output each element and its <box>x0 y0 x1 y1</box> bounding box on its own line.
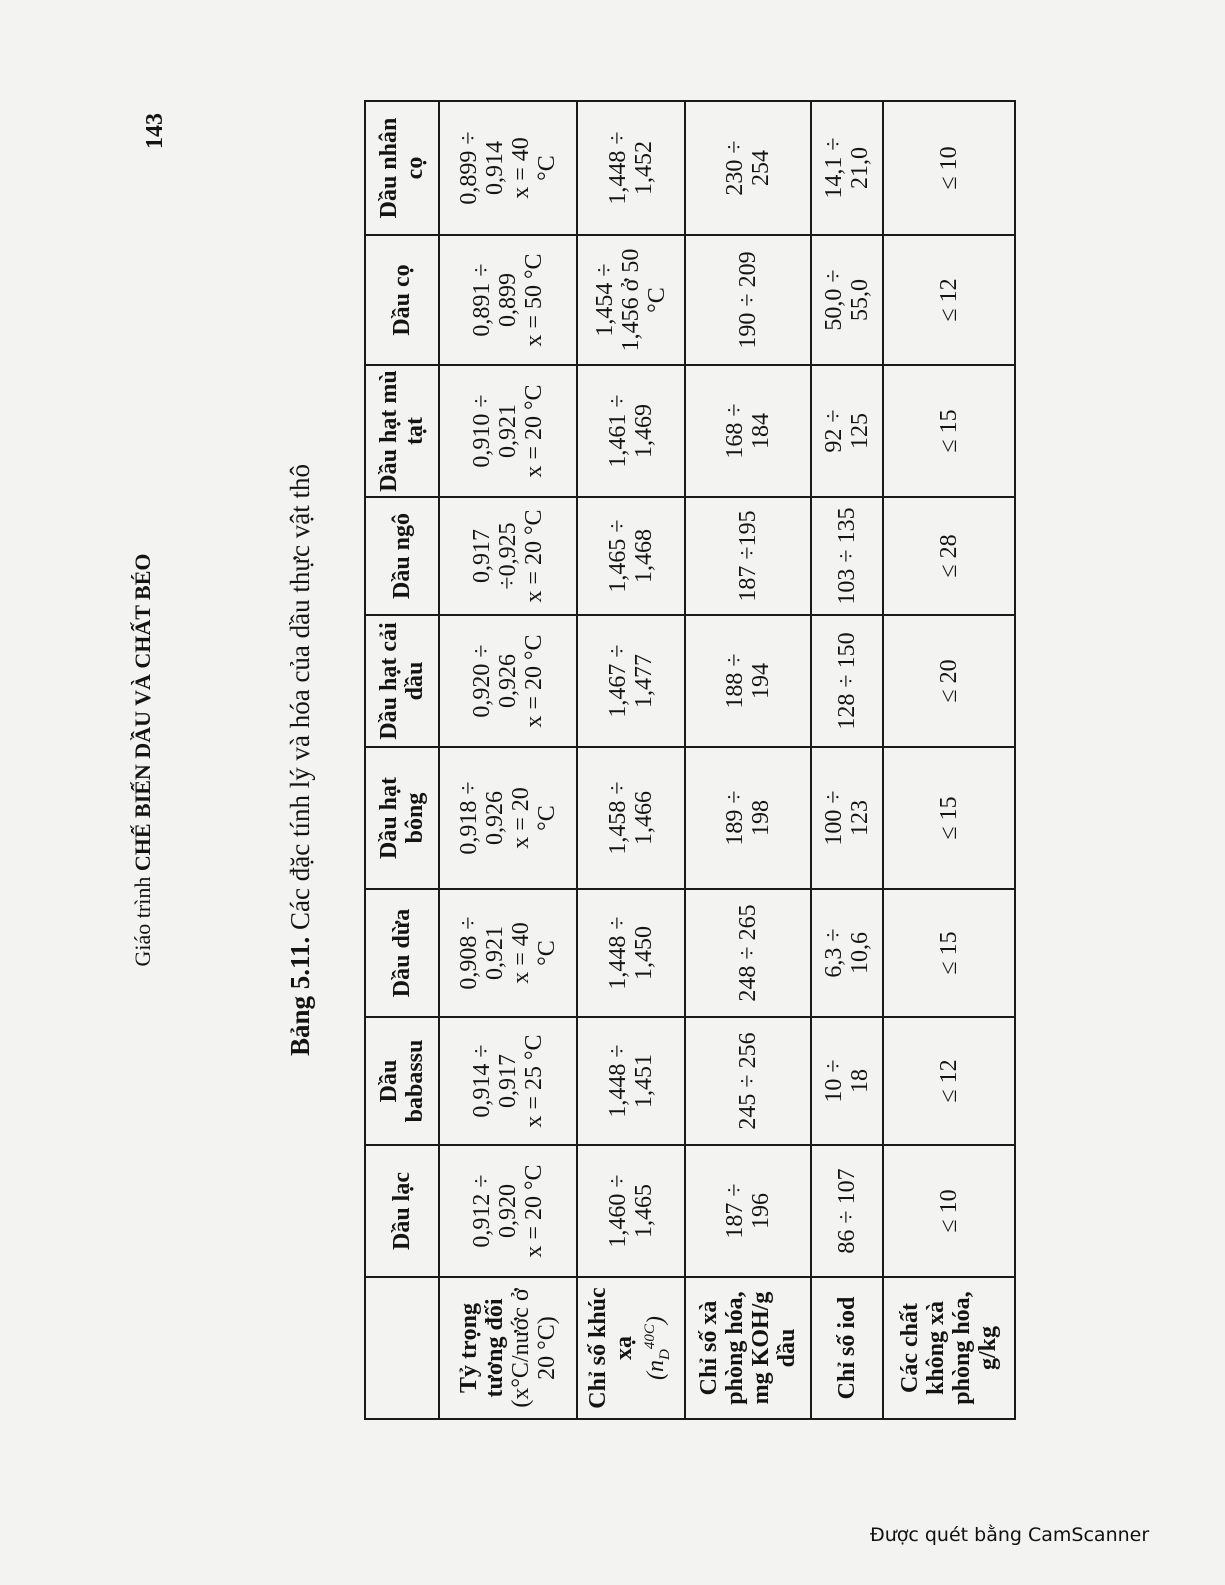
rotated-page <box>112 85 1112 1435</box>
table-cell: 188 ÷ 194 <box>685 615 811 747</box>
row-header: Chỉ số xà phòng hóa, mg KOH/g dầu <box>685 1277 811 1419</box>
table-cell: 1,448 ÷ 1,452 <box>577 101 685 235</box>
table-cell: 1,460 ÷ 1,465 <box>577 1145 685 1277</box>
table-row <box>883 101 1015 1419</box>
table-cell: 0,908 ÷ 0,921 x = 40 °C <box>439 889 577 1017</box>
caption-label: Bảng 5.11. <box>285 936 315 1057</box>
table-cell: 230 ÷ 254 <box>685 101 811 235</box>
table-cell: 0,917 ÷0,925 x = 20 °C <box>439 497 577 615</box>
header-cell: Dầu babassu <box>365 1017 439 1145</box>
table-cell: 0,910 ÷ 0,921 x = 20 °C <box>439 365 577 497</box>
table-row <box>577 101 685 1419</box>
header-cell: Dầu hạt bông <box>365 747 439 889</box>
table-cell: ≤ 20 <box>883 615 1015 747</box>
row-header: Tỷ trọng tương đối (x°C/nước ở 20 °C) <box>439 1277 577 1419</box>
table-cell: 1,461 ÷ 1,469 <box>577 365 685 497</box>
table-cell: 0,920 ÷ 0,926 x = 20 °C <box>439 615 577 747</box>
table-cell: 0,912 ÷ 0,920 x = 20 °C <box>439 1145 577 1277</box>
header-row <box>365 101 439 1419</box>
oil-properties-table <box>364 100 1016 1420</box>
table-cell: 1,467 ÷ 1,477 <box>577 615 685 747</box>
table-cell: 1,448 ÷ 1,450 <box>577 889 685 1017</box>
row-header: Chỉ số khúc xạ $(n_D^{40C})$ <box>577 1277 685 1419</box>
header-cell: Dầu ngô <box>365 497 439 615</box>
table-cell: 0,914 ÷ 0,917 x = 25 °C <box>439 1017 577 1145</box>
table-cell: 168 ÷ 184 <box>685 365 811 497</box>
book-title: CHẾ BIẾN DẦU VÀ CHẤT BÉO <box>130 553 155 872</box>
table-cell: 92 ÷ 125 <box>811 365 883 497</box>
table-cell: 14,1 ÷ 21,0 <box>811 101 883 235</box>
table-row <box>811 101 883 1419</box>
table-cell: 1,454 ÷ 1,456 ở 50 °C <box>577 235 685 365</box>
table-cell: 245 ÷ 256 <box>685 1017 811 1145</box>
table-cell: ≤ 15 <box>883 747 1015 889</box>
caption-text: Các đặc tính lý và hóa của dầu thực vật thô <box>285 463 315 937</box>
table-cell: 190 ÷ 209 <box>685 235 811 365</box>
table-cell: ≤ 12 <box>883 235 1015 365</box>
table-cell: 6,3 ÷ 10,6 <box>811 889 883 1017</box>
running-header: Giáo trình CHẾ BIẾN DẦU VÀ CHẤT BÉO <box>130 553 155 967</box>
row-header: Chỉ số iod <box>811 1277 883 1419</box>
header-cell: Dầu cọ <box>365 235 439 365</box>
table-cell: 1,465 ÷ 1,468 <box>577 497 685 615</box>
table-cell: 10 ÷ 18 <box>811 1017 883 1145</box>
table-cell: ≤ 15 <box>883 889 1015 1017</box>
camscanner-watermark: Được quét bằng CamScanner <box>870 1524 1150 1546</box>
table-cell: 0,918 ÷ 0,926 x = 20 °C <box>439 747 577 889</box>
table-cell: ≤ 15 <box>883 365 1015 497</box>
table-cell: 0,891 ÷ 0,899 x = 50 °C <box>439 235 577 365</box>
table-cell: ≤ 28 <box>883 497 1015 615</box>
header-cell-empty <box>365 1277 439 1419</box>
table-cell: 86 ÷ 107 <box>811 1145 883 1277</box>
table-cell: 187 ÷ 196 <box>685 1145 811 1277</box>
table-row <box>439 101 577 1419</box>
table-cell: 1,448 ÷ 1,451 <box>577 1017 685 1145</box>
header-cell: Dầu hạt mù tạt <box>365 365 439 497</box>
table-cell: ≤ 10 <box>883 1145 1015 1277</box>
table-cell: 128 ÷ 150 <box>811 615 883 747</box>
table-cell: 100 ÷ 123 <box>811 747 883 889</box>
table-cell: 103 ÷ 135 <box>811 497 883 615</box>
row-header: Các chất không xà phòng hóa, g/kg <box>883 1277 1015 1419</box>
header-cell: Dầu hạt cải dầu <box>365 615 439 747</box>
header-cell: Dầu dừa <box>365 889 439 1017</box>
header-cell: Dầu nhân cọ <box>365 101 439 235</box>
table-cell: 0,899 ÷ 0,914 x = 40 °C <box>439 101 577 235</box>
table-cell: ≤ 12 <box>883 1017 1015 1145</box>
table-row <box>685 101 811 1419</box>
table-cell: 1,458 ÷ 1,466 <box>577 747 685 889</box>
table-caption <box>285 85 316 1435</box>
header-cell: Dầu lạc <box>365 1145 439 1277</box>
table-cell: ≤ 10 <box>883 101 1015 235</box>
table-cell: 187 ÷195 <box>685 497 811 615</box>
table-cell: 248 ÷ 265 <box>685 889 811 1017</box>
page-number: 143 <box>142 113 168 149</box>
table-cell: 50,0 ÷ 55,0 <box>811 235 883 365</box>
table-cell: 189 ÷ 198 <box>685 747 811 889</box>
